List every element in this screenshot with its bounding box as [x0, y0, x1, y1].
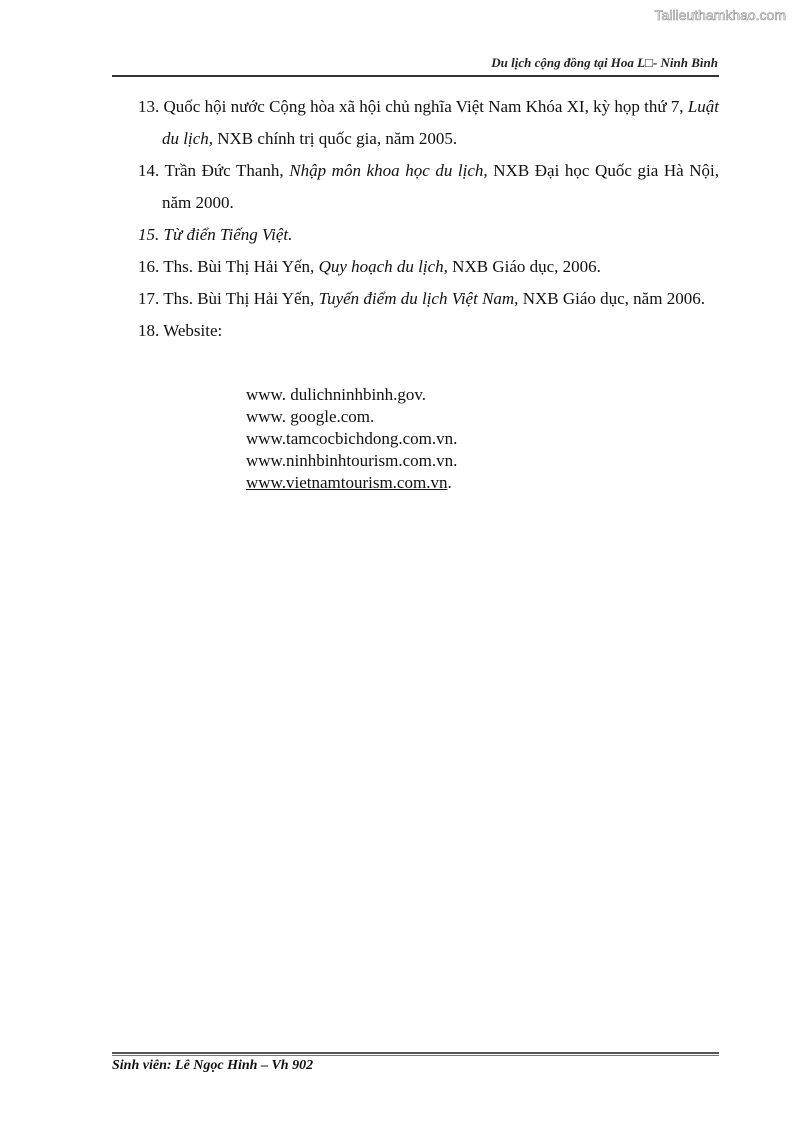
- reference-list: [138, 91, 719, 347]
- website-link[interactable]: www.ninhbinhtourism.com.vn.: [246, 451, 458, 470]
- footer-student-name: Sinh viên: Lê Ngọc Hinh – Vh 902: [112, 1058, 314, 1073]
- reference-item: 17. Ths. Bùi Thị Hải Yến, Tuyến điểm du lịch Việt Nam, NXB Giáo dục, năm 2006.: [138, 289, 705, 308]
- footer-divider-thin: [112, 1055, 719, 1056]
- running-header-title: Du lịch cộng đồng tại Hoa L□- Ninh Bình: [491, 55, 718, 70]
- reference-item: 13. Quốc hội nước Cộng hòa xã hội chủ nghĩa Việt Nam Khóa XI, kỳ họp thứ 7, Luật du lịch, NXB chính trị quốc gia, năm 2005.: [138, 97, 720, 148]
- reference-item: 14. Trần Đức Thanh, Nhập môn khoa học du lịch, NXB Đại học Quốc gia Hà Nội, năm 2000.: [138, 161, 720, 212]
- reference-item: 16. Ths. Bùi Thị Hải Yến, Quy hoạch du lịch, NXB Giáo dục, 2006.: [138, 257, 601, 276]
- website-link[interactable]: www.tamcocbichdong.com.vn.: [246, 429, 458, 448]
- footer-divider: [112, 1052, 719, 1054]
- watermark: Tailieuthamkhao.com: [654, 7, 786, 23]
- reference-item-website: 18. Website:: [138, 321, 223, 340]
- header-divider: [112, 75, 719, 77]
- website-list: [246, 384, 457, 494]
- reference-item: 15. Từ điển Tiếng Việt.: [138, 225, 293, 244]
- website-link[interactable]: www. dulichninhbinh.gov.: [246, 385, 427, 404]
- website-hyperlink[interactable]: www.vietnamtourism.com.vn.: [246, 473, 452, 492]
- website-link[interactable]: www. google.com.: [246, 407, 375, 426]
